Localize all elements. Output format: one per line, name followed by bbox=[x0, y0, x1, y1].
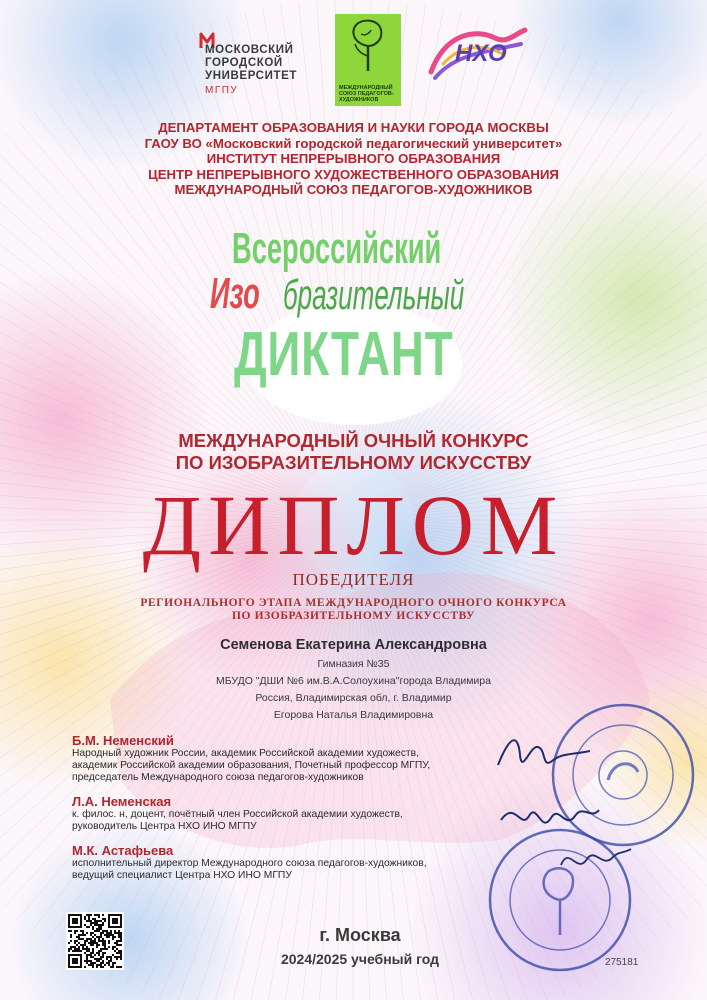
union-logo bbox=[335, 14, 401, 106]
stage-line-1: РЕГИОНАЛЬНОГО ЭТАПА МЕЖДУНАРОДНОГО ОЧНОГО КОНКУРСА bbox=[140, 597, 567, 609]
signers-list bbox=[72, 733, 512, 892]
header-line: ДЕПАРТАМЕНТ ОБРАЗОВАНИЯ И НАУКИ ГОРОДА МОСКВЫ bbox=[158, 120, 549, 135]
diploma-subtitle: ПОБЕДИТЕЛЯ bbox=[292, 570, 415, 589]
dictation-title bbox=[210, 222, 520, 402]
institution-header bbox=[0, 120, 707, 198]
signer bbox=[72, 843, 512, 882]
mgpu-line-2: ГОРОДСКОЙ bbox=[205, 57, 283, 69]
signer-title-line: к. филос. н, доцент, почётный член Российской академии художеств, bbox=[72, 809, 403, 820]
participant-organization: МБУДО "ДШИ №6 им.В.А.Солоухина"города Владимира bbox=[216, 675, 491, 687]
header-line: ИНСТИТУТ НЕПРЕРЫВНОГО ОБРАЗОВАНИЯ bbox=[206, 151, 501, 166]
stage-description bbox=[0, 597, 707, 622]
signer bbox=[72, 794, 512, 833]
dictation-word-2-accent: Изо bbox=[210, 269, 260, 318]
academic-year: 2024/2025 учебный год bbox=[280, 951, 440, 967]
signer-name: М.К. Астафьева bbox=[72, 843, 174, 858]
diploma-title: ДИПЛОМ bbox=[142, 477, 565, 573]
participant-school: Гимназия №35 bbox=[317, 658, 390, 670]
signer-title-line: ведущий специалист Центра НХО ИНО МГПУ bbox=[72, 870, 292, 881]
dictation-word-2-rest: бразительный bbox=[283, 271, 465, 318]
signer-name: Б.М. Неменский bbox=[72, 733, 174, 748]
qr-code[interactable] bbox=[66, 912, 124, 970]
stage-line-2: ПО ИЗОБРАЗИТЕЛЬНОМУ ИСКУССТВУ bbox=[232, 609, 475, 622]
signer-title-line: академик Российской академии образования, Почетный профессор МГПУ, bbox=[72, 760, 431, 771]
contest-line-2: ПО ИЗОБРАЗИТЕЛЬНОМУ ИСКУССТВУ bbox=[175, 452, 532, 473]
signer-title-line: Народный художник России, академик Российской академии художеств, bbox=[72, 748, 419, 759]
mgpu-line-1: МОСКОВСКИЙ bbox=[205, 44, 294, 56]
signature-3 bbox=[555, 835, 635, 885]
header-line: МЕЖДУНАРОДНЫЙ СОЮЗ ПЕДАГОГОВ-ХУДОЖНИКОВ bbox=[174, 182, 533, 197]
city: г. Москва bbox=[319, 925, 401, 945]
signature-1 bbox=[490, 725, 600, 785]
participant-teacher: Егорова Наталья Владимировна bbox=[273, 709, 434, 721]
header-line: ГАОУ ВО «Московский городской педагогический университет» bbox=[144, 135, 563, 151]
header-line: ЦЕНТР НЕПРЕРЫВНОГО ХУДОЖЕСТВЕННОГО ОБРАЗОВАНИЯ bbox=[148, 166, 559, 182]
tree-icon bbox=[335, 16, 401, 76]
signer-title-line: руководитель Центра НХО ИНО МГПУ bbox=[72, 821, 257, 832]
dictation-word-1: Всероссийский bbox=[232, 224, 442, 273]
serial-number: 275181 bbox=[605, 957, 639, 968]
mgpu-line-3: УНИВЕРСИТЕТ bbox=[205, 70, 297, 82]
nho-text: НХО bbox=[455, 40, 507, 67]
union-logo-text: МЕЖДУНАРОДНЫЙ СОЮЗ ПЕДАГОГОВ-ХУДОЖНИКОВ bbox=[339, 85, 394, 103]
contest-title bbox=[0, 430, 707, 474]
signer bbox=[72, 733, 512, 784]
signer-name: Л.А. Неменская bbox=[72, 794, 172, 809]
dictation-word-3: ДИКТАНТ bbox=[234, 320, 454, 389]
nho-logo bbox=[425, 24, 533, 84]
mgpu-logo bbox=[195, 26, 317, 106]
participant-name: Семенова Екатерина Александровна bbox=[220, 637, 487, 653]
signer-title-line: исполнительный директор Международного союза педагогов-художников, bbox=[72, 858, 427, 869]
contest-line-1: МЕЖДУНАРОДНЫЙ ОЧНЫЙ КОНКУРС bbox=[178, 430, 529, 451]
mgpu-abbr: МГПУ bbox=[205, 85, 239, 96]
signer-title-line: председатель Международного союза педагогов-художников bbox=[72, 772, 364, 783]
participant-location: Россия, Владимирская обл, г. Владимир bbox=[255, 692, 452, 704]
